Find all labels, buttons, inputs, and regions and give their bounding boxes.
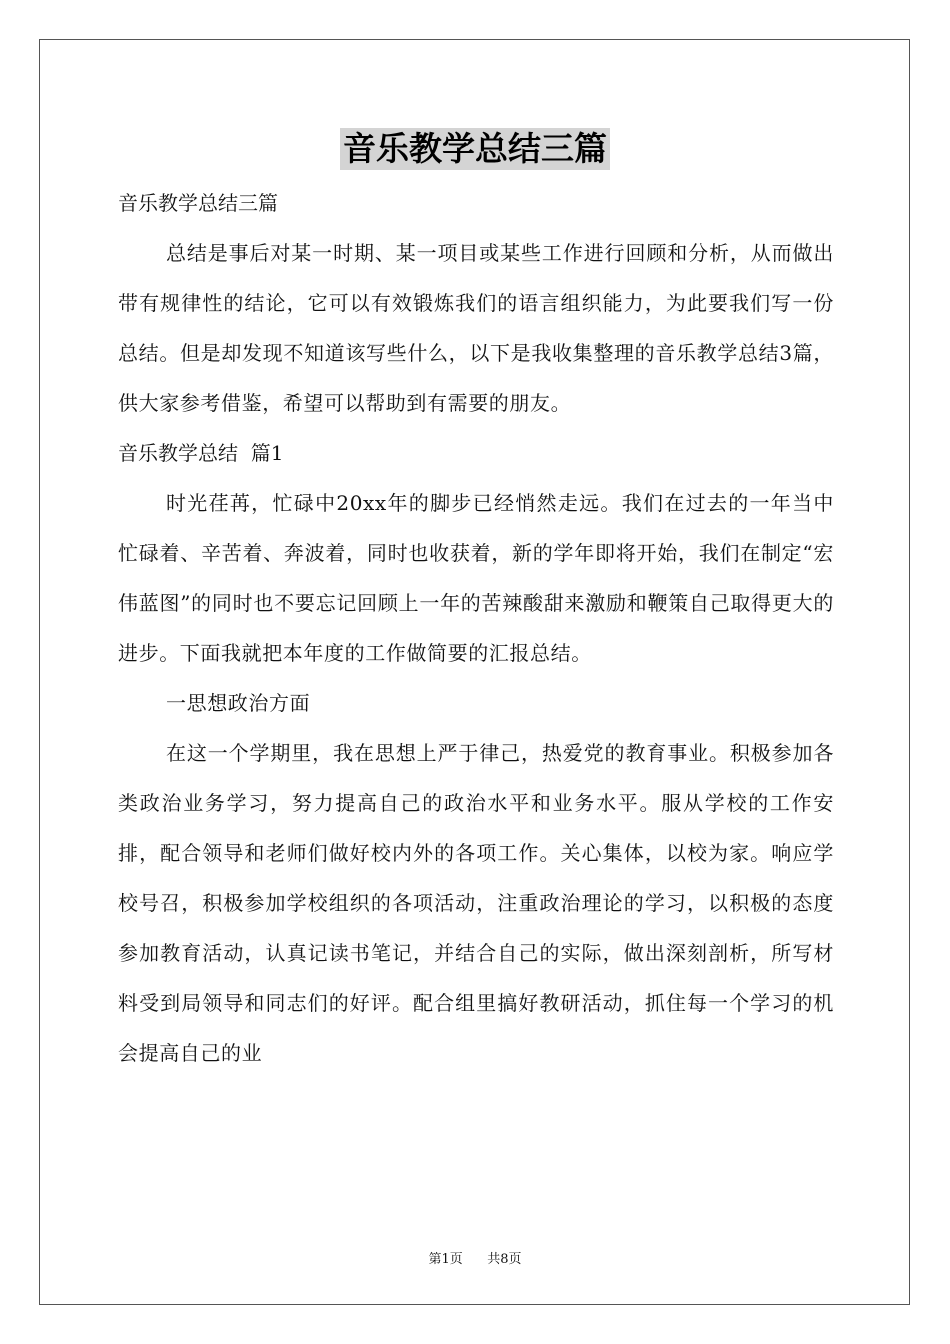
- section-heading: 音乐教学总结 篇1: [118, 441, 284, 465]
- page-number: 第1页: [428, 1252, 463, 1267]
- document-subtitle: 音乐教学总结三篇: [118, 191, 278, 215]
- page-total: 共8页: [487, 1252, 522, 1267]
- page-footer: [0, 1248, 950, 1267]
- section-paragraph: 在这一个学期里，我在思想上严于律己，热爱党的教育事业。积极参加各类政治业务学习，努力提高自己的政治水平和业务水平。服从学校的工作安排，配合领导和老师们做好校内外的各项工作。关心集体，以校为家。响应学校号召，积极参加学校组织的各项活动，注重政治理论的学习，以积极的态度参加教育活动，认真记读书笔记，并结合自己的实际，做出深刻剖析，所写材料受到局领导和同志们的好评。配合组里搞好教研活动，抓住每一个学习的机会提高自己的业: [118, 741, 834, 1065]
- subsection-heading: 一思想政治方面: [166, 691, 311, 715]
- document-title: 音乐教学总结三篇: [340, 128, 610, 170]
- section-paragraph: 时光荏苒，忙碌中20xx年的脚步已经悄然走远。我们在过去的一年当中忙碌着、辛苦着、奔波着，同时也收获着，新的学年即将开始，我们在制定“宏伟蓝图”的同时也不要忘记回顾上一年的苦辣酸甜来激励和鞭策自己取得更大的进步。下面我就把本年度的工作做简要的汇报总结。: [118, 491, 834, 665]
- document-body: [118, 178, 834, 1078]
- intro-paragraph: 总结是事后对某一时期、某一项目或某些工作进行回顾和分析，从而做出带有规律性的结论，它可以有效锻炼我们的语言组织能力，为此要我们写一份总结。但是却发现不知道该写些什么，以下是我收集整理的音乐教学总结3篇，供大家参考借鉴，希望可以帮助到有需要的朋友。: [118, 241, 834, 415]
- title-container: [0, 128, 950, 170]
